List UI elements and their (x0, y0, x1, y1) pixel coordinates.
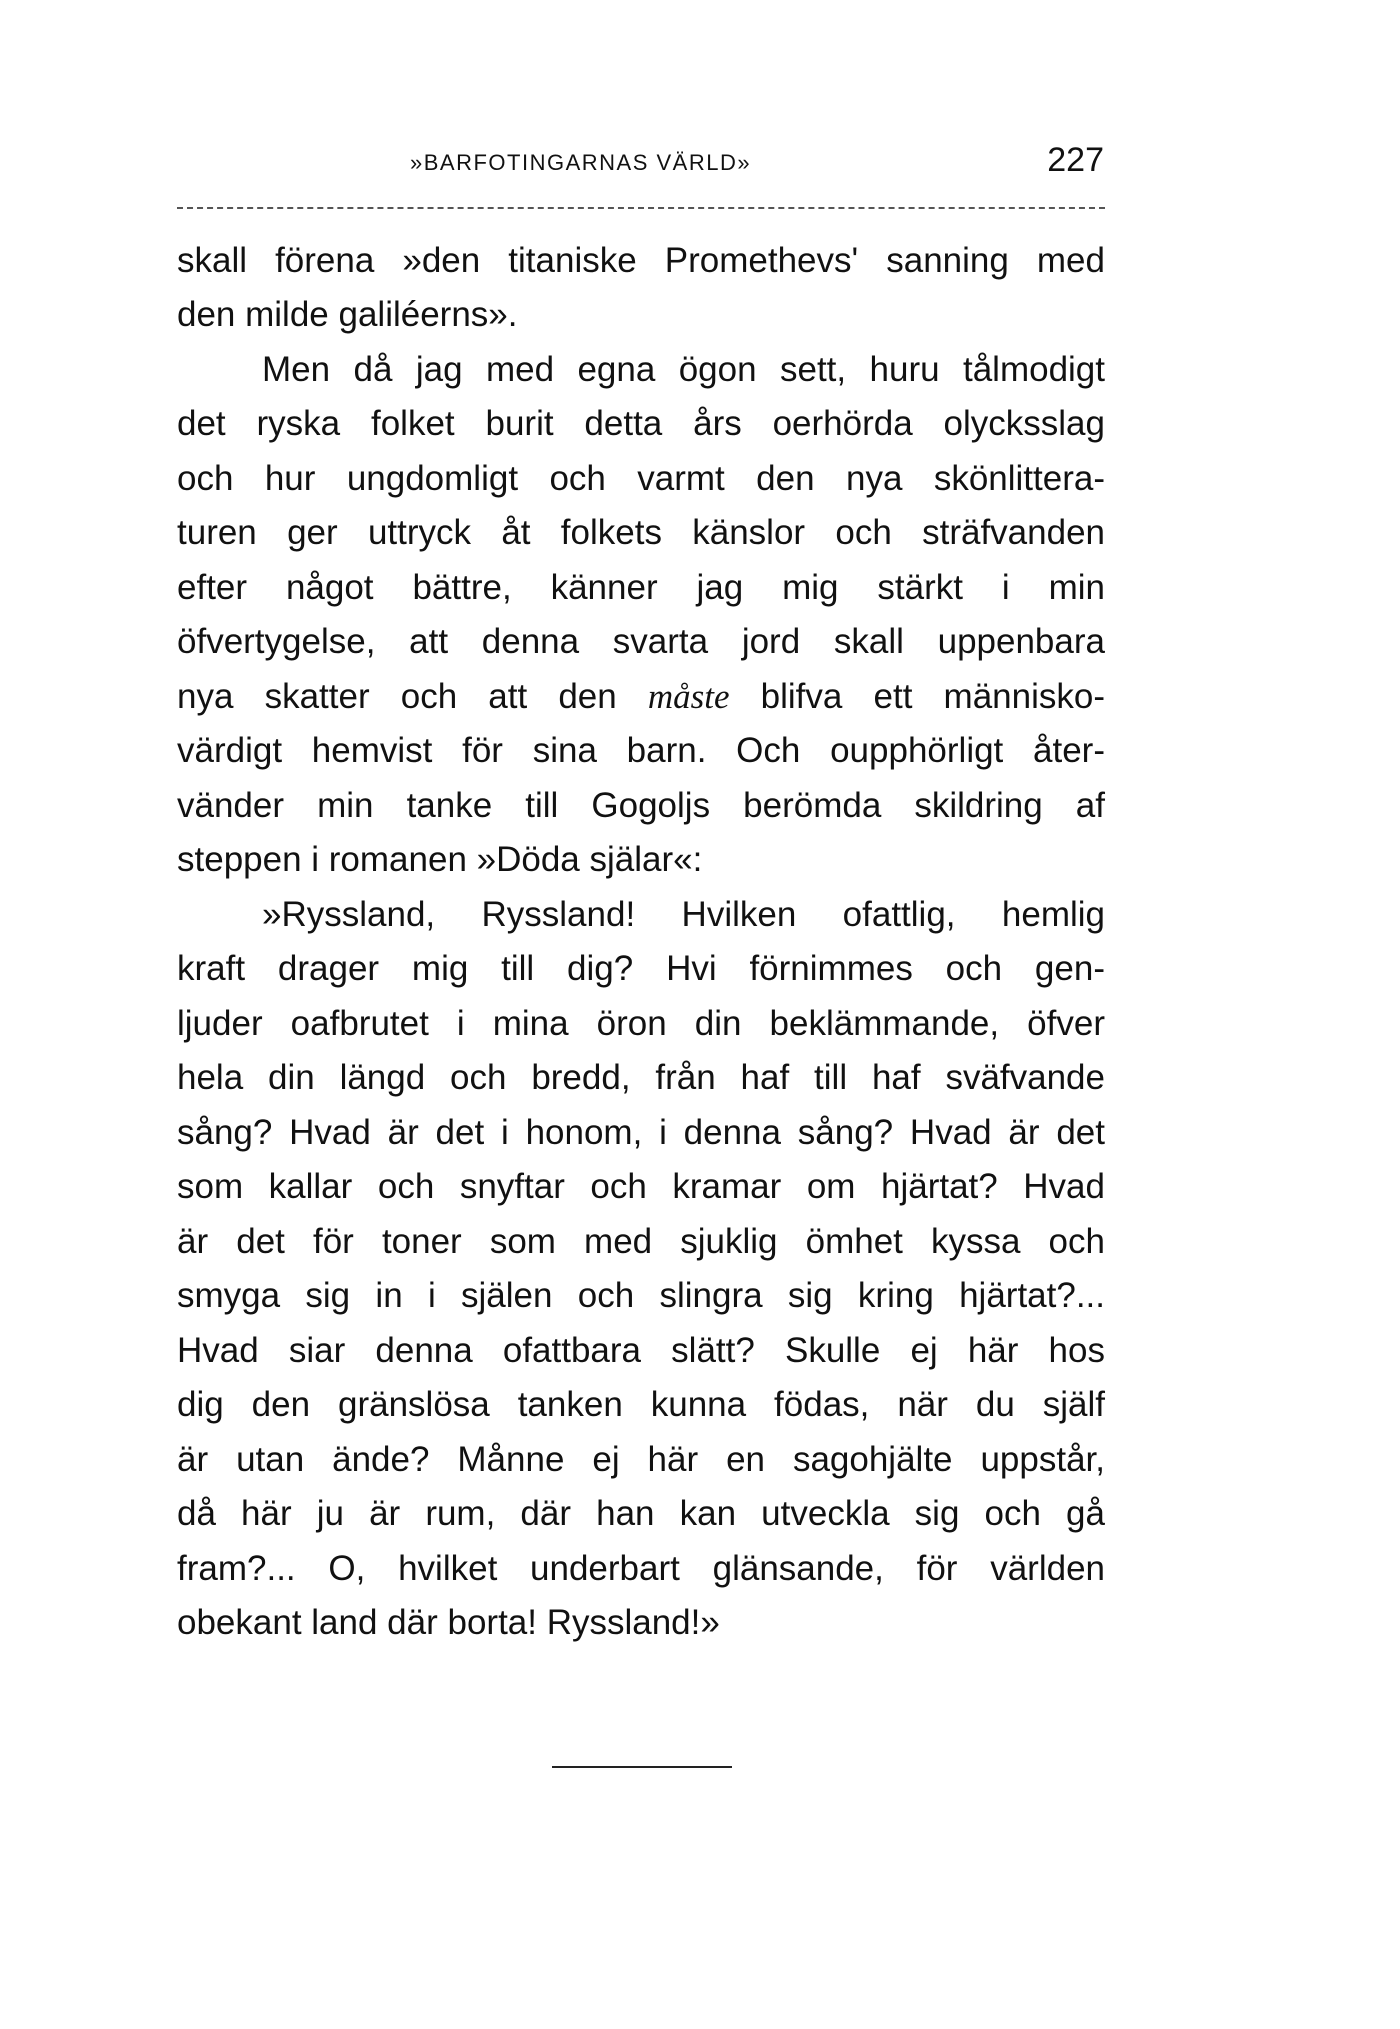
text-line: värdigt hemvist för sina barn. Och oupphörligt åter- (177, 731, 1105, 770)
paragraph-start-line: Men då jag med egna ögon sett, huru tålmodigt (262, 350, 1105, 389)
text-line: skall förena »den titaniske Promethevs' sanning med (177, 241, 1105, 280)
section-end-rule (552, 1766, 732, 1768)
text-line: öfvertygelse, att denna svarta jord skall uppenbara (177, 622, 1105, 661)
running-title: »BARFOTINGARNAS VÄRLD» (410, 150, 752, 175)
text-line: kraft drager mig till dig? Hvi förnimmes och gen- (177, 949, 1105, 988)
emphasized-word: måste (647, 677, 730, 716)
text-line: är det för toner som med sjuklig ömhet kyssa och (177, 1222, 1105, 1261)
text-line: och hur ungdomligt och varmt den nya skönlittera- (177, 459, 1105, 498)
text-line: hela din längd och bredd, från haf till haf sväfvande (177, 1058, 1105, 1097)
page-number: 227 (1047, 141, 1104, 179)
text-line: vänder min tanke till Gogoljs berömda skildring af (177, 786, 1105, 825)
text-line: sång? Hvad är det i honom, i denna sång? Hvad är det (177, 1113, 1105, 1152)
paragraph-start-line: »Ryssland, Ryssland! Hvilken ofattlig, hemlig (262, 895, 1105, 934)
text-line (177, 672, 1105, 722)
text-line: dig den gränslösa tanken kunna födas, när du själf (177, 1385, 1105, 1424)
text-line: obekant land där borta! Ryssland!» (177, 1603, 720, 1642)
text-segment: blifva ett människo- (729, 677, 1105, 716)
text-line: som kallar och snyftar och kramar om hjärtat? Hvad (177, 1167, 1105, 1206)
text-line: fram?... O, hvilket underbart glänsande, för världen (177, 1549, 1105, 1588)
text-line: då här ju är rum, där han kan utveckla sig och gå (177, 1494, 1105, 1533)
text-line: är utan ände? Månne ej här en sagohjälte uppstår, (177, 1440, 1105, 1479)
header-rule (177, 207, 1105, 209)
text-line: ljuder oafbrutet i mina öron din beklämmande, öfver (177, 1004, 1105, 1043)
text-segment: nya skatter och att den (177, 677, 648, 716)
text-line: steppen i romanen »Döda själar«: (177, 840, 703, 879)
text-line: turen ger uttryck åt folkets känslor och sträfvanden (177, 513, 1105, 552)
text-line: Hvad siar denna ofattbara slätt? Skulle ej här hos (177, 1331, 1105, 1370)
text-line: den milde galiléerns». (177, 295, 518, 334)
text-line: efter något bättre, känner jag mig stärkt i min (177, 568, 1105, 607)
text-line: det ryska folket burit detta års oerhörda olycksslag (177, 404, 1105, 443)
text-line: smyga sig in i själen och slingra sig kring hjärtat?... (177, 1276, 1105, 1315)
